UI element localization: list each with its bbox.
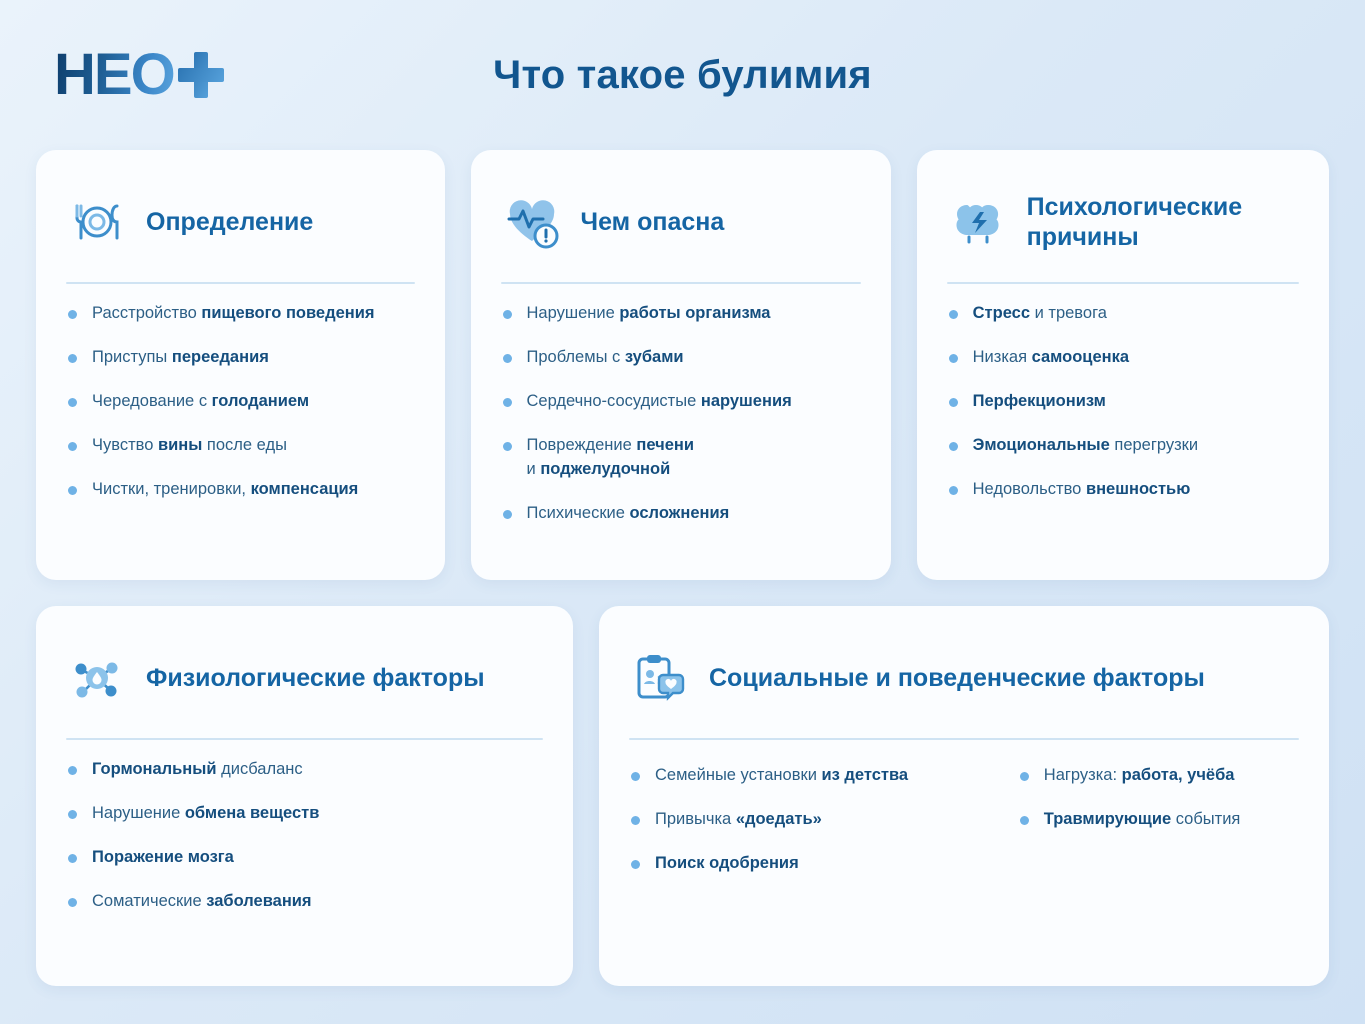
divider bbox=[501, 282, 861, 284]
brain-lightning-icon bbox=[947, 191, 1009, 253]
social-columns bbox=[629, 758, 1299, 896]
list-item: Повреждение печени и поджелудочной bbox=[501, 434, 861, 482]
card-title: Чем опасна bbox=[580, 207, 725, 236]
divider bbox=[66, 738, 543, 740]
card-title: Физиологические факторы bbox=[146, 663, 485, 692]
divider bbox=[66, 282, 415, 284]
card-physiological bbox=[36, 606, 573, 986]
page-title: Что такое булимия bbox=[493, 52, 872, 97]
list-item: Нарушение обмена веществ bbox=[66, 802, 543, 826]
list-item: Поиск одобрения bbox=[629, 852, 988, 876]
list-item: Низкая самооценка bbox=[947, 346, 1299, 370]
card-definition bbox=[36, 150, 445, 580]
list-item: Нагрузка: работа, учёба bbox=[1018, 764, 1299, 788]
list-item: Поражение мозга bbox=[66, 846, 543, 870]
card-danger bbox=[471, 150, 891, 580]
list-item: Сердечно-сосудистые нарушения bbox=[501, 390, 861, 414]
list-item: Соматические заболевания bbox=[66, 890, 543, 914]
list-item: Травмирующие события bbox=[1018, 808, 1299, 832]
cutlery-plate-icon bbox=[66, 191, 128, 253]
list-item: Нарушение работы организма bbox=[501, 302, 861, 326]
list-item: Семейные установки из детства bbox=[629, 764, 988, 788]
divider bbox=[629, 738, 1299, 740]
card-title: Социальные и поведенческие факторы bbox=[709, 663, 1205, 692]
card-header bbox=[629, 632, 1299, 724]
card-title: Психологические причины bbox=[1026, 192, 1243, 251]
bullet-list-right bbox=[1018, 764, 1299, 896]
card-header bbox=[501, 176, 861, 268]
divider bbox=[947, 282, 1299, 284]
list-item: Недовольство внешностью bbox=[947, 478, 1299, 502]
list-item: Перфекционизм bbox=[947, 390, 1299, 414]
card-psychological bbox=[917, 150, 1329, 580]
list-item: Приступы переедания bbox=[66, 346, 415, 370]
header bbox=[36, 0, 1329, 150]
list-item: Чувство вины после еды bbox=[66, 434, 415, 458]
list-item: Чередование с голоданием bbox=[66, 390, 415, 414]
card-header bbox=[66, 632, 543, 724]
card-social bbox=[599, 606, 1329, 986]
cards-row-bottom bbox=[36, 606, 1329, 986]
bullet-list bbox=[501, 302, 861, 526]
molecule-icon bbox=[66, 647, 128, 709]
bullet-list-left bbox=[629, 764, 988, 896]
list-item: Эмоциональные перегрузки bbox=[947, 434, 1299, 458]
card-header bbox=[947, 176, 1299, 268]
card-title: Определение bbox=[146, 207, 314, 236]
bullet-list bbox=[66, 302, 415, 502]
list-item: Стресс и тревога bbox=[947, 302, 1299, 326]
clipboard-chat-icon bbox=[629, 647, 691, 709]
cards-row-top bbox=[36, 150, 1329, 580]
list-item: Проблемы с зубами bbox=[501, 346, 861, 370]
list-item: Чистки, тренировки, компенсация bbox=[66, 478, 415, 502]
bullet-list bbox=[66, 758, 543, 914]
list-item: Психические осложнения bbox=[501, 502, 861, 526]
heart-pulse-warning-icon bbox=[501, 191, 563, 253]
card-header bbox=[66, 176, 415, 268]
list-item: Расстройство пищевого поведения bbox=[66, 302, 415, 326]
list-item: Привычка «доедать» bbox=[629, 808, 988, 832]
bullet-list bbox=[947, 302, 1299, 502]
logo-text: HEO bbox=[54, 42, 174, 107]
list-item: Гормональный дисбаланс bbox=[66, 758, 543, 782]
